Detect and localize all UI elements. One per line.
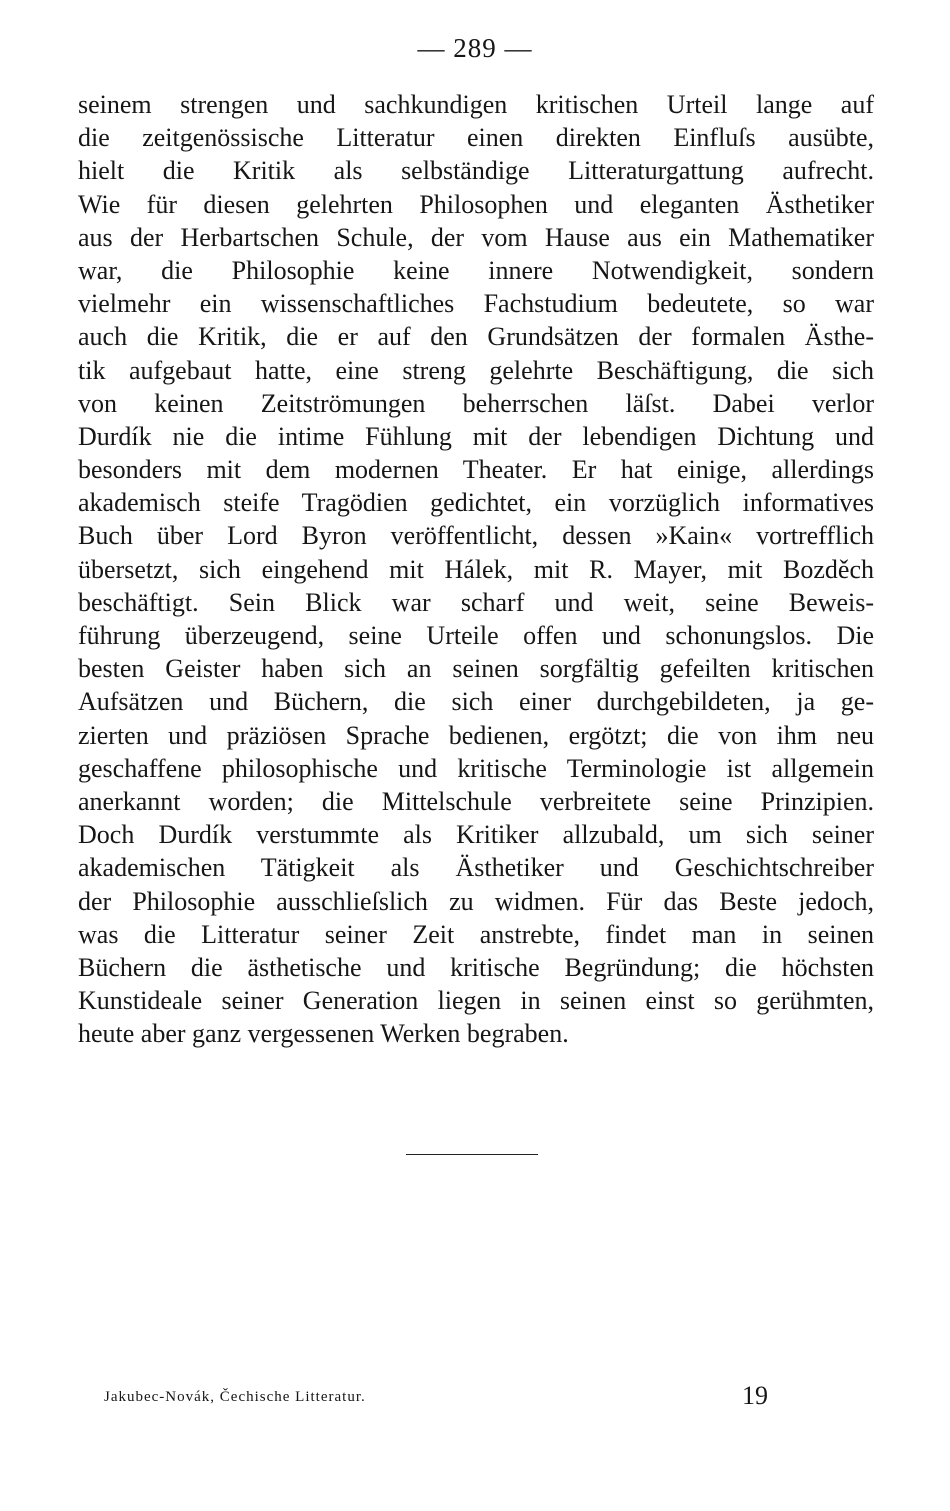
text-line: Kunstideale seiner Generation liegen in seinen einst so gerühmten, xyxy=(78,986,874,1016)
text-line: zierten und präziösen Sprache bedienen, ergötzt; die von ihm neu xyxy=(78,720,874,750)
text-line: die zeitgenössische Litteratur einen direkten Einfluſs ausübte, xyxy=(78,123,874,153)
text-line: von keinen Zeitströmungen beherrschen läſst. Dabei verlor xyxy=(78,388,874,418)
text-line: Büchern die ästhetische und kritische Begründung; die höchsten xyxy=(78,952,874,982)
text-line: übersetzt, sich eingehend mit Hálek, mit R. Mayer, mit Bozděch xyxy=(78,554,874,584)
text-line: beschäftigt. Sein Blick war scharf und weit, seine Beweis- xyxy=(78,587,874,617)
text-line: anerkannt worden; die Mittelschule verbreitete seine Prinzipien. xyxy=(78,786,874,816)
text-line: auch die Kritik, die er auf den Grundsätzen der formalen Ästhe- xyxy=(78,322,874,352)
section-divider xyxy=(406,1154,538,1155)
footer-signature: Jakubec-Novák, Čechische Litteratur. xyxy=(104,1389,366,1405)
text-line: Buch über Lord Byron veröffentlicht, dessen »Kain« vortrefflich xyxy=(78,521,874,551)
text-line-last: heute aber ganz vergessenen Werken begraben. xyxy=(78,1019,569,1049)
footer-sheet-number: 19 xyxy=(742,1381,768,1410)
text-line: was die Litteratur seiner Zeit anstrebte, findet man in seinen xyxy=(78,919,874,949)
text-line: war, die Philosophie keine innere Notwendigkeit, sondern xyxy=(78,255,874,285)
text-line: Durdík nie die intime Fühlung mit der lebendigen Dichtung und xyxy=(78,421,874,451)
page-number: — 289 — xyxy=(417,33,533,63)
text-line: der Philosophie ausschlieſslich zu widmen. Für das Beste jedoch, xyxy=(78,886,874,916)
text-line: akademischen Tätigkeit als Ästhetiker und Geschichtschreiber xyxy=(78,853,874,883)
text-line: geschaffene philosophische und kritische Terminologie ist allgemein xyxy=(78,753,874,783)
text-line: besten Geister haben sich an seinen sorgfältig gefeilten kritischen xyxy=(78,654,874,684)
text-line: akademisch steife Tragödien gedichtet, ein vorzüglich informatives xyxy=(78,488,874,518)
text-line: tik aufgebaut hatte, eine streng gelehrte Beschäftigung, die sich xyxy=(78,355,874,385)
text-line: Doch Durdík verstummte als Kritiker allzubald, um sich seiner xyxy=(78,820,874,850)
text-line: seinem strengen und sachkundigen kritischen Urteil lange auf xyxy=(78,90,874,119)
text-line: aus der Herbartschen Schule, der vom Hause aus ein Mathematiker xyxy=(78,222,874,252)
text-line: besonders mit dem modernen Theater. Er hat einige, allerdings xyxy=(78,455,874,485)
text-line: Aufsätzen und Büchern, die sich einer durchgebildeten, ja ge- xyxy=(78,687,874,717)
text-line: hielt die Kritik als selbständige Litteraturgattung aufrecht. xyxy=(78,156,874,186)
body-paragraph xyxy=(78,88,874,1050)
text-line: Wie für diesen gelehrten Philosophen und eleganten Ästhetiker xyxy=(78,189,874,219)
text-line: vielmehr ein wissenschaftliches Fachstudium bedeutete, so war xyxy=(78,289,874,319)
text-line: führung überzeugend, seine Urteile offen und schonungslos. Die xyxy=(78,621,874,650)
